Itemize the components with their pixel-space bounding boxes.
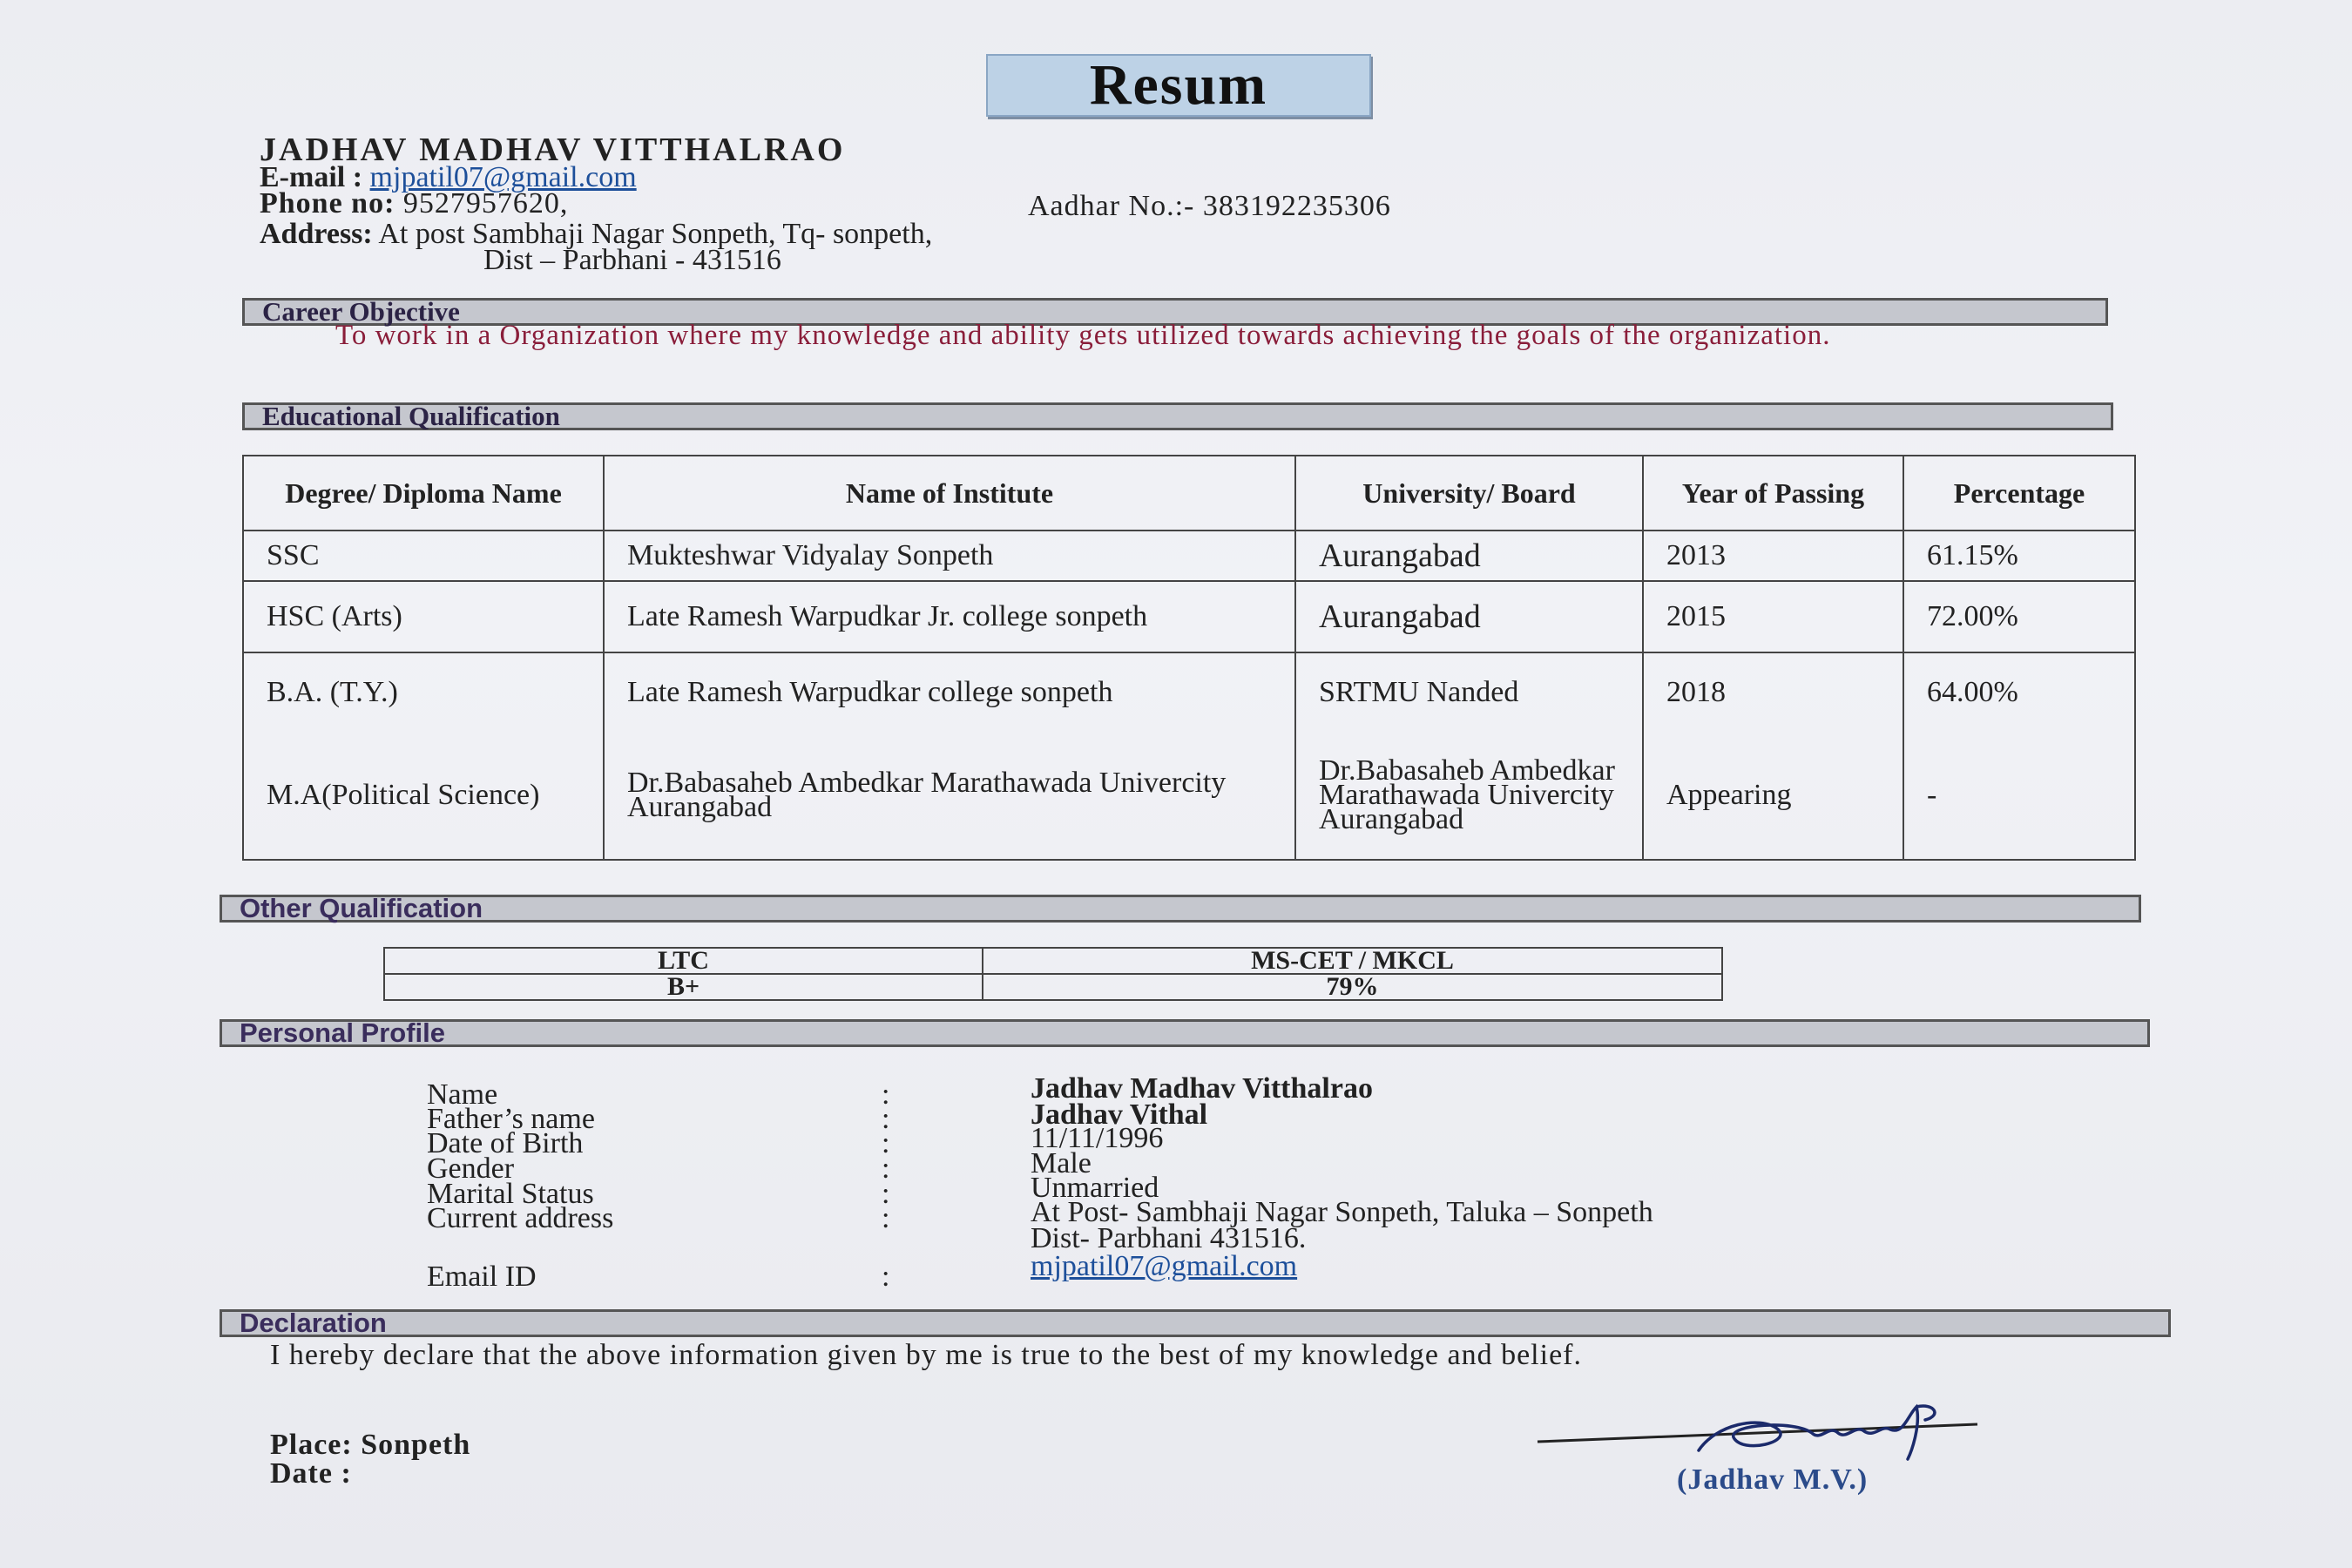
- cell-institute: Dr.Babasaheb Ambedkar Marathawada Univercity Aurangabad: [604, 731, 1295, 860]
- section-educational-qualification: Educational Qualification: [242, 402, 2113, 430]
- profile-label-father: Father’s name: [427, 1103, 595, 1135]
- date-line: Date :: [270, 1457, 352, 1490]
- cell-year: 2013: [1643, 531, 1903, 581]
- profile-colon: :: [882, 1178, 890, 1210]
- profile-label-address: Current address: [427, 1202, 614, 1234]
- cell-university: Aurangabad: [1295, 531, 1643, 581]
- cell-institute: Late Ramesh Warpudkar Jr. college sonpeth: [604, 581, 1295, 652]
- profile-value-father: Jadhav Vithal: [1031, 1098, 1208, 1131]
- profile-colon: :: [882, 1127, 890, 1159]
- career-objective-text: To work in a Organization where my knowledge and ability gets utilized towards achieving the goals of the organization.: [335, 320, 1831, 351]
- table-row: [243, 531, 2135, 581]
- document-title: Resum: [986, 54, 1371, 117]
- email-label: E-mail :: [260, 161, 363, 193]
- section-career-objective: Career Objective: [242, 298, 2108, 326]
- header-percentage: Percentage: [1903, 456, 2135, 531]
- header-year: Year of Passing: [1643, 456, 1903, 531]
- table-row: [243, 652, 2135, 731]
- other-value-mscet: 79%: [983, 974, 1722, 1000]
- profile-colon: :: [882, 1078, 890, 1111]
- header-university: University/ Board: [1295, 456, 1643, 531]
- declaration-text: I hereby declare that the above information given by me is true to the best of my knowledge and belief.: [270, 1339, 1582, 1371]
- address-line-2: Dist – Parbhani - 431516: [483, 244, 781, 276]
- aadhar-number: Aadhar No.:- 383192235306: [1028, 190, 1391, 222]
- cell-percentage: 64.00%: [1903, 652, 2135, 731]
- other-value-ltc: B+: [384, 974, 983, 1000]
- cell-degree: SSC: [243, 531, 604, 581]
- profile-value-name: Jadhav Madhav Vitthalrao: [1031, 1072, 1373, 1105]
- cell-institute: Mukteshwar Vidyalay Sonpeth: [604, 531, 1295, 581]
- other-qualification-table: [383, 947, 1723, 1001]
- profile-value-email[interactable]: mjpatil07@gmail.com: [1031, 1250, 1298, 1282]
- section-personal-profile: Personal Profile: [220, 1019, 2150, 1047]
- other-header-mscet: MS-CET / MKCL: [983, 948, 1722, 974]
- profile-colon: :: [882, 1202, 890, 1234]
- email-link[interactable]: mjpatil07@gmail.com: [369, 161, 637, 193]
- other-header-row: [384, 948, 1722, 974]
- section-other-qualification: Other Qualification: [220, 895, 2141, 923]
- phone-label: Phone no:: [260, 187, 395, 220]
- education-table: [242, 455, 2136, 861]
- profile-colon: :: [882, 1152, 890, 1185]
- address-text-1: At post Sambhaji Nagar Sonpeth, Tq- sonpeth,: [378, 218, 933, 250]
- profile-value-marital: Unmarried: [1031, 1172, 1159, 1204]
- header-degree: Degree/ Diploma Name: [243, 456, 604, 531]
- section-declaration: Declaration: [220, 1309, 2171, 1337]
- place-line: Place: Sonpeth: [270, 1429, 471, 1461]
- phone-line: [260, 187, 568, 220]
- profile-value-address-2: Dist- Parbhani 431516.: [1031, 1222, 1307, 1254]
- cell-percentage: 72.00%: [1903, 581, 2135, 652]
- cell-percentage: 61.15%: [1903, 531, 2135, 581]
- other-value-row: [384, 974, 1722, 1000]
- profile-label-name: Name: [427, 1078, 498, 1111]
- cell-year: Appearing: [1643, 731, 1903, 860]
- candidate-name: JADHAV MADHAV VITTHALRAO: [260, 132, 846, 168]
- cell-percentage: -: [1903, 731, 2135, 860]
- profile-label-marital: Marital Status: [427, 1178, 594, 1210]
- profile-label-email: Email ID: [427, 1260, 537, 1293]
- cell-year: 2018: [1643, 652, 1903, 731]
- table-row: [243, 731, 2135, 860]
- phone-number: 9527957620,: [402, 187, 569, 220]
- profile-value-gender: Male: [1031, 1147, 1092, 1179]
- cell-degree: HSC (Arts): [243, 581, 604, 652]
- cell-university: Aurangabad: [1295, 581, 1643, 652]
- cell-university: SRTMU Nanded: [1295, 652, 1643, 731]
- profile-colon: :: [882, 1103, 890, 1135]
- address-label: Address:: [260, 218, 373, 250]
- table-row: [243, 581, 2135, 652]
- cell-degree: M.A(Political Science): [243, 731, 604, 860]
- profile-value-dob: 11/11/1996: [1031, 1122, 1164, 1154]
- profile-label-gender: Gender: [427, 1152, 515, 1185]
- education-header-row: [243, 456, 2135, 531]
- signature-name: (Jadhav M.V.): [1677, 1463, 1869, 1496]
- profile-label-dob: Date of Birth: [427, 1127, 584, 1159]
- profile-value-address: At Post- Sambhaji Nagar Sonpeth, Taluka – Sonpeth: [1031, 1196, 1653, 1228]
- cell-university: Dr.Babasaheb Ambedkar Marathawada Univercity Aurangabad: [1295, 731, 1643, 860]
- cell-year: 2015: [1643, 581, 1903, 652]
- profile-colon: :: [882, 1260, 890, 1293]
- other-header-ltc: LTC: [384, 948, 983, 974]
- cell-degree: B.A. (T.Y.): [243, 652, 604, 731]
- cell-institute: Late Ramesh Warpudkar college sonpeth: [604, 652, 1295, 731]
- header-institute: Name of Institute: [604, 456, 1295, 531]
- signature: [1533, 1389, 1986, 1468]
